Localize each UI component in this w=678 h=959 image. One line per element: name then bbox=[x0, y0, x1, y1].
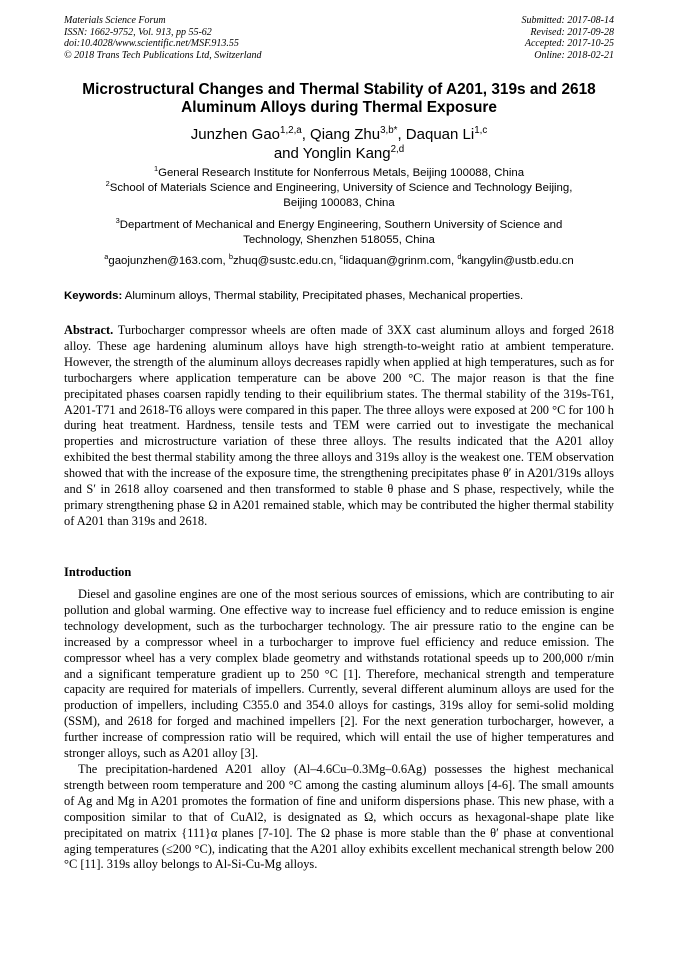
affiliation-2 bbox=[40, 181, 638, 211]
email-address[interactable]: zhuq@sustc.edu.cn, bbox=[232, 255, 340, 267]
email-marker: c bbox=[339, 252, 344, 262]
affiliation-number: 1 bbox=[153, 164, 159, 174]
affiliation-number: 2 bbox=[105, 179, 110, 189]
email-marker: a bbox=[104, 252, 109, 262]
journal-info bbox=[64, 15, 262, 61]
introduction-body bbox=[64, 587, 614, 873]
author-separator: , bbox=[397, 126, 406, 143]
affiliation-number: 3 bbox=[115, 216, 120, 226]
affiliation-2-line-2: Beijing 100083, China bbox=[283, 197, 395, 209]
keywords bbox=[64, 289, 614, 303]
abstract-label: Abstract. bbox=[64, 323, 114, 337]
online-date: Online: 2018-02-21 bbox=[534, 49, 614, 61]
author-list bbox=[40, 125, 638, 163]
author-name: Junzhen Gao bbox=[190, 126, 281, 143]
affiliation-2-line-1 bbox=[40, 181, 638, 196]
email-address[interactable]: gaojunzhen@163.com, bbox=[108, 255, 229, 267]
copyright-line: © 2018 Trans Tech Publications Ltd, Switzerland bbox=[64, 49, 262, 61]
author-separator: , bbox=[301, 126, 311, 143]
affiliation-3 bbox=[60, 218, 618, 248]
affiliation-text: School of Materials Science and Engineering, University of Science and Technology Beijing, bbox=[109, 182, 573, 194]
author-name: Daquan Li bbox=[405, 126, 475, 143]
author-superscript: 1,2,a bbox=[280, 125, 302, 136]
introduction-heading: Introduction bbox=[64, 565, 132, 579]
issn-line: ISSN: 1662-9752, Vol. 913, pp 55-62 bbox=[64, 26, 212, 38]
abstract bbox=[64, 323, 614, 530]
affiliation-text: Department of Mechanical and Energy Engineering, Southern University of Science and bbox=[119, 219, 563, 231]
submitted-date: Submitted: 2017-08-14 bbox=[521, 15, 614, 26]
affiliation-3-line-1 bbox=[60, 218, 618, 233]
authors-line-2 bbox=[40, 144, 638, 163]
keywords-text: Aluminum alloys, Thermal stability, Precipitated phases, Mechanical properties. bbox=[122, 290, 524, 302]
affiliation-text: General Research Institute for Nonferrous Metals, Beijing 100088, China bbox=[158, 167, 525, 179]
email-marker: b bbox=[228, 252, 233, 262]
author-superscript: 1,c bbox=[474, 125, 488, 136]
journal-name: Materials Science Forum bbox=[64, 15, 166, 26]
email-address[interactable]: kangylin@ustb.edu.cn bbox=[461, 255, 574, 267]
author-superscript: 3,b* bbox=[380, 125, 398, 136]
paper-title bbox=[40, 81, 638, 116]
affiliation-3-line-2: Technology, Shenzhen 518055, China bbox=[243, 234, 435, 246]
keywords-label: Keywords: bbox=[64, 290, 123, 302]
title-line-1: Microstructural Changes and Thermal Stability of A201, 319s and 2618 bbox=[82, 81, 596, 98]
doi-line: doi:10.4028/www.scientific.net/MSF.913.55 bbox=[64, 38, 239, 50]
introduction-paragraph-1: Diesel and gasoline engines are one of the most serious sources of emissions, which are contributing to air pollution and global warming. One effective way to increase fuel efficiency and to reduce emission is engine technology development, such as the turbocharger technology. The air pressure ratio to the engine can be increased by a compressor wheel in a turbocharger to improve fuel efficiency and reduce emission. The compressor wheel has a very complex blade geometry and withstands rotational speeds up to 200,000 r/min and a significant temperature gradient up to 250 °C [1]. Therefore, mechanical strength and temperature capacity are required for materials of impellers. Currently, several different aluminum alloys are used for the production of impellers, including C355.0 and 354.0 alloys for castings, 319s alloy for semi-solid molding (SSM), and 2618 for forged and machined impellers [2]. For the next generation turbocharger, however, a further increase of compression ratio will be required, which will entail the use of higher temperatures and stronger alloys, such as A201 alloy [3]. bbox=[64, 587, 614, 761]
revised-date: Revised: 2017-09-28 bbox=[530, 26, 614, 38]
author-name: Qiang Zhu bbox=[310, 126, 381, 143]
accepted-date: Accepted: 2017-10-25 bbox=[524, 38, 614, 50]
introduction-paragraph-2: The precipitation-hardened A201 alloy (Al–4.6Cu–0.3Mg–0.6Ag) possesses the highest mechanical strength between room temperature and 200 °C among the casting aluminum alloys [4-6]. The small amounts of Ag and Mg in A201 promotes the formation of fine and uniform dispersions phase. This new phase, with a composition similar to that of CuAl2, is designated as Ω, which occurs as hexagonal-shape plate like precipitated on matrix {111}α planes [7-10]. The Ω phase is more stable than the θ′ phase at conventional aging temperatures (≤200 °C), indicating that the A201 alloy exhibits excellent mechanical strength below 200 °C [11]. 319s alloy belongs to Al-Si-Cu-Mg alloys. bbox=[64, 761, 614, 872]
title-line-2: Aluminum Alloys during Thermal Exposure bbox=[181, 98, 497, 116]
email-marker: d bbox=[457, 252, 462, 262]
affiliation-1 bbox=[60, 166, 618, 181]
publication-dates bbox=[522, 15, 615, 61]
author-superscript: 2,d bbox=[390, 144, 405, 155]
author-name: and Yonglin Kang bbox=[273, 145, 391, 162]
email-address[interactable]: lidaquan@grinm.com, bbox=[343, 255, 458, 267]
authors-line-1 bbox=[40, 125, 638, 144]
abstract-text: Turbocharger compressor wheels are often made of 3XX cast aluminum alloys and forged 2618 alloy. These age hardening aluminum alloys have high strength-to-weight ratio at ambient temperature. However, the strength of the aluminum alloys decreases rapidly when applied at high temperatures, such as for turbochargers where application temperature can be above 200 °C. The major reason is that the fine precipitated phases coarsen rapidly tending to their equilibrium states. The thermal stability of the 319s-T61, A201-T71 and 2618-T6 alloys were compared in this paper. The three alloys were exposed at 200 °C for 100 h during heat treatment. Hardness, tensile tests and TEM were carried out to investigate the mechanical properties and microstructure variation of these three alloys. The results indicated that the A201 alloy exhibited the best thermal stability among the three alloys and 319s alloy is the weakest one. TEM observation showed that with the increase of the exposure time, the strengthening precipitates phase θ′ in A201/319s alloys and S′ in 2618 alloy coarsened and then transformed to stable θ phase and S phase, respectively, while the primary strengthening phase Ω in A201 remained stable, which may be contributed the higher thermal stability of A201 than 319s and 2618. bbox=[64, 323, 614, 528]
email-list bbox=[40, 254, 638, 269]
